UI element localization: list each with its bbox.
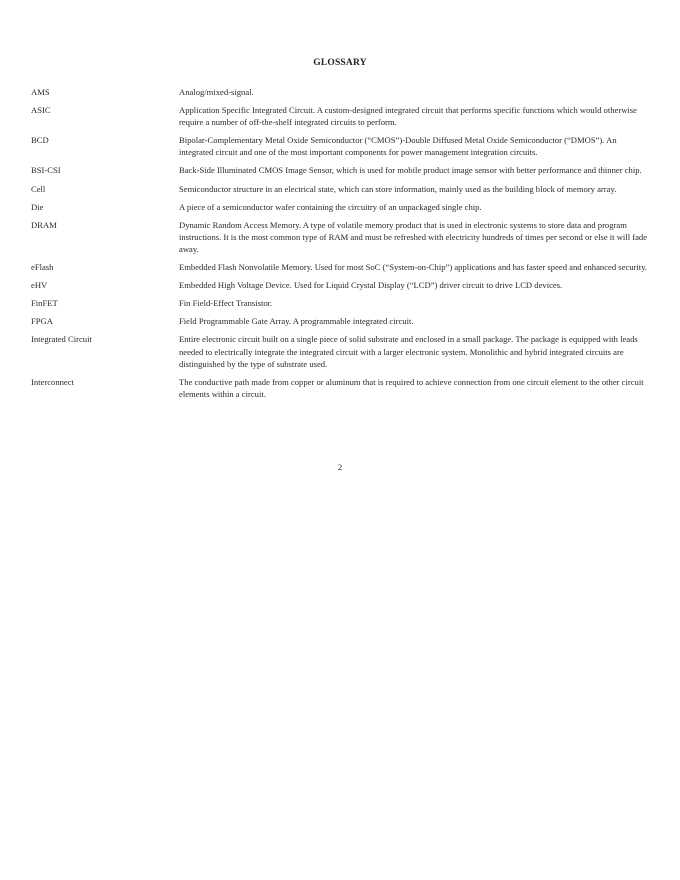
glossary-entry xyxy=(31,376,653,400)
glossary-entry xyxy=(31,219,653,255)
glossary-term: DRAM xyxy=(31,219,57,230)
glossary-term: eHV xyxy=(31,280,48,291)
glossary-definition: Semiconductor structure in an electrical state, which can store information, mainly used as the building block of memory array. xyxy=(179,183,617,194)
glossary-entry xyxy=(31,183,653,195)
glossary-definition: Application Specific Integrated Circuit. A custom-designed integrated circuit that performs specific functions which would otherwise require a number of off-the-shelf integrated circuits to perform. xyxy=(179,105,637,128)
glossary-definition: Fin Field-Effect Transistor. xyxy=(179,298,273,309)
page-title: GLOSSARY xyxy=(313,58,367,68)
glossary-entry xyxy=(31,333,653,369)
glossary-definition: Embedded High Voltage Device. Used for Liquid Crystal Display (“LCD”) driver circuit to drive LCD devices. xyxy=(179,280,563,291)
glossary-entry xyxy=(31,261,653,273)
glossary-term: FinFET xyxy=(31,298,58,309)
glossary-term: BCD xyxy=(31,135,49,146)
glossary-definition: Entire electronic circuit built on a single piece of solid substrate and enclosed in a small package. The package is equipped with leads needed to electrically integrate the integrated circuit with a larger electronic system. Monolithic and hybrid integrated circuits are distinguished by the type of substrate used. xyxy=(179,334,638,369)
glossary-term: Interconnect xyxy=(31,376,74,387)
glossary-entry xyxy=(31,297,653,309)
glossary-term: Die xyxy=(31,201,44,212)
glossary-entry xyxy=(31,315,653,327)
glossary-entry xyxy=(31,279,653,291)
glossary-definition: Analog/mixed-signal. xyxy=(179,87,254,97)
glossary-entry xyxy=(31,86,653,98)
glossary-definition: The conductive path made from copper or aluminum that is required to achieve connection from one circuit element to the other circuit elements within a circuit. xyxy=(179,376,644,399)
glossary-entry xyxy=(31,201,653,213)
glossary-list xyxy=(31,86,653,406)
glossary-entry xyxy=(31,164,653,176)
glossary-term: BSI-CSI xyxy=(31,165,61,176)
glossary-term: eFlash xyxy=(31,262,54,273)
glossary-definition: Field Programmable Gate Array. A programmable integrated circuit. xyxy=(179,316,414,327)
glossary-definition: Embedded Flash Nonvolatile Memory. Used for most SoC (“System-on-Chip”) applications and has faster speed and enhanced security. xyxy=(179,262,648,273)
glossary-definition: Bipolar-Complementary Metal Oxide Semiconductor (“CMOS”)-Double Diffused Metal Oxide Semiconductor (“DMOS”). An integrated circuit and one of the most important components for power management integration circuits. xyxy=(179,135,617,158)
glossary-term: Cell xyxy=(31,183,46,194)
glossary-term: FPGA xyxy=(31,316,53,327)
glossary-definition: Dynamic Random Access Memory. A type of volatile memory product that is used in electronic systems to store data and program instructions. It is the most common type of RAM and must be refreshed with electricity hundreds of times per second or else it will fade away. xyxy=(179,219,648,254)
glossary-term: AMS xyxy=(31,87,50,97)
glossary-definition: Back-Side Illuminated CMOS Image Sensor, which is used for mobile product image sensor with better performance and thinner chip. xyxy=(179,165,642,176)
glossary-term: Integrated Circuit xyxy=(31,334,92,345)
page-number: 2 xyxy=(337,462,343,472)
glossary-entry xyxy=(31,104,653,128)
glossary-term: ASIC xyxy=(31,105,51,116)
glossary-definition: A piece of a semiconductor wafer containing the circuitry of an unpackaged single chip. xyxy=(179,201,482,212)
glossary-entry xyxy=(31,134,653,158)
